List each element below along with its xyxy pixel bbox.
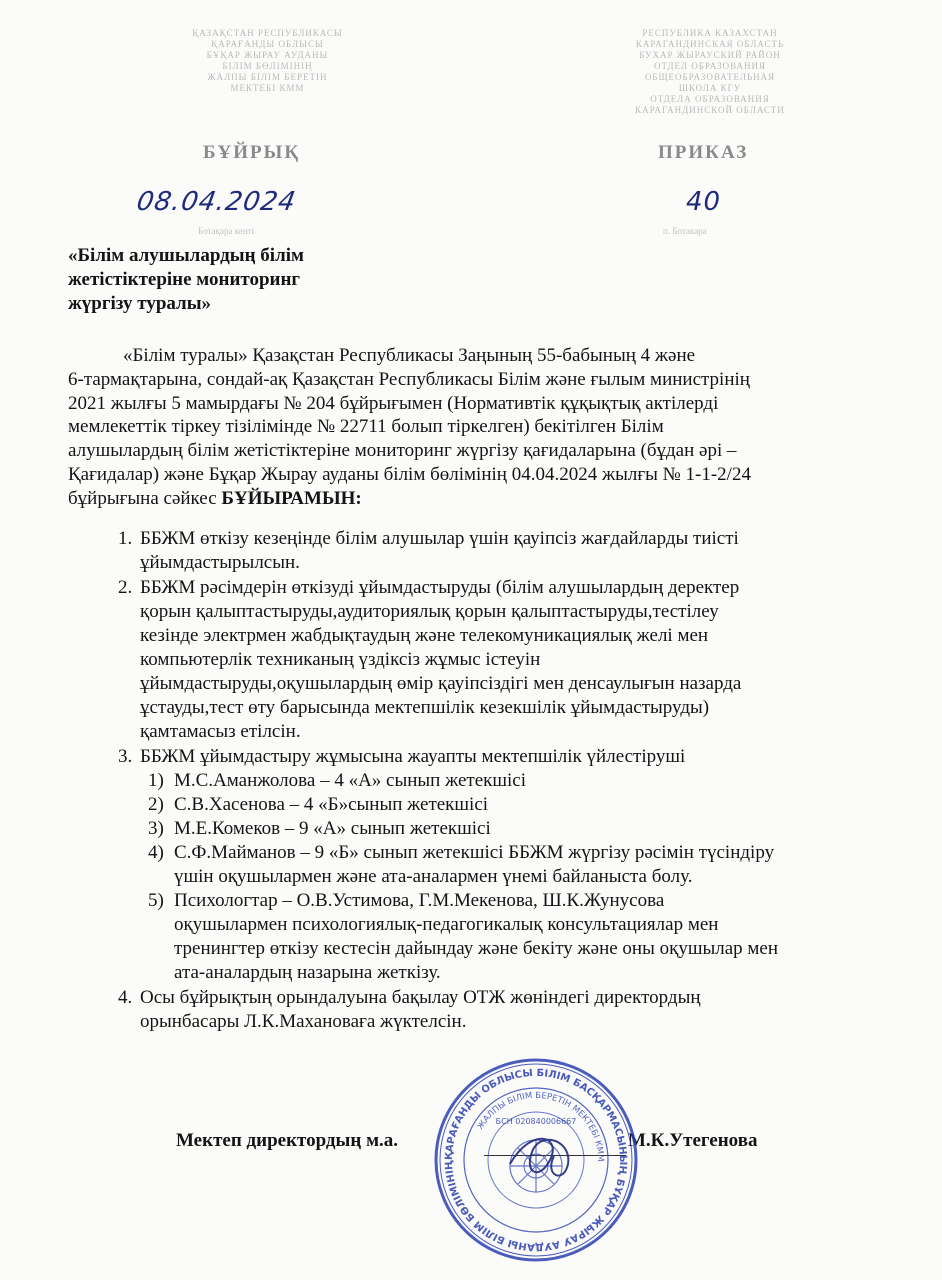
item-line: ББЖМ ұйымдастыру жұмысына жауапты мектепшілік үйлестіруші	[140, 746, 686, 767]
preamble-line-last	[68, 487, 908, 511]
preamble-line: 2021 жылғы 5 мамырдағы № 204 бұйрығымен (Нормативтік құқықтық актілерді	[68, 392, 719, 414]
order-subject	[68, 244, 378, 316]
coordinator-item	[68, 817, 908, 841]
subitem-line: ата-аналардың назарына жеткізу.	[174, 962, 441, 983]
item-line: орынбасары Л.К.Махановаға жүктелсін.	[140, 1011, 467, 1032]
subject-line: жүргізу туралы»	[68, 293, 212, 314]
subitem-number: 4)	[148, 842, 164, 863]
subitem-number: 2)	[148, 794, 164, 815]
stamp-outer-text: ҚАРАҒАНДЫ ОБЛЫСЫ БІЛІМ БАСҚАРМАСЫНЫҢ БҰҚАР ЖЫРАУ АУДАНЫ БІЛІМ БӨЛІМІНІҢ	[443, 1067, 629, 1253]
handwritten-order-number: 40	[686, 187, 722, 217]
item-line: ББЖМ рәсімдерін өткізуді ұйымдастыруды (білім алушылардың деректер	[140, 577, 740, 598]
letterhead-line: ОБЩЕОБРАЗОВАТЕЛЬНАЯ	[644, 72, 776, 82]
preamble-line: 6-тармақтарына, сондай-ақ Қазақстан Республикасы Білім және ғылым министрінің	[68, 368, 750, 390]
item-line: ББЖМ өткізу кезеңінде білім алушылар үшін қауіпсіз жағдайларды тиісті	[140, 528, 739, 549]
letterhead-line: МЕКТЕБІ КММ	[230, 83, 305, 93]
letterhead-line: КАРАГАНДИНСКАЯ ОБЛАСТЬ	[635, 39, 785, 49]
item-line: қорын қалыптастыруды,аудиториялық қорын қалыптастыруды,тестілеу	[140, 601, 719, 622]
letterhead-line: ЖАЛПЫ БІЛІМ БЕРЕТІН	[207, 72, 328, 82]
order-item-3	[68, 745, 908, 985]
item-line: Осы бұйрықтың орындалуына бақылау ОТЖ жөніндегі директордың	[140, 987, 701, 1008]
preamble-paragraph	[68, 344, 908, 511]
letterhead-line: ОТДЕЛ ОБРАЗОВАНИЯ	[653, 61, 767, 71]
item-line: кезінде электрмен жабдықтаудың және телекомуникациялық желі мен	[140, 625, 709, 646]
item-line: қамтамасыз етілсін.	[140, 721, 301, 742]
official-seal-stamp	[432, 1056, 640, 1264]
order-items	[68, 527, 908, 1035]
subitem-line: М.Е.Комеков – 9 «А» сынып жетекшісі	[174, 818, 491, 839]
svg-text:ЖАЛПЫ БІЛІМ БЕРЕТІН МЕКТЕБІ КМ	[476, 1091, 605, 1162]
place-label-kazakh: Ботақара кенті	[198, 226, 255, 236]
coordinator-item	[68, 841, 908, 889]
letterhead-kazakh	[180, 28, 355, 94]
letterhead-line: ҚАРАҒАНДЫ ОБЛЫСЫ	[211, 39, 324, 49]
subitem-line: Психологтар – О.В.Устимова, Г.М.Мекенова, Ш.К.Жунусова	[174, 890, 665, 911]
subitem-line: үшін оқушылармен және ата-аналармен үнемі байланыста болу.	[174, 866, 693, 887]
subitem-number: 5)	[148, 890, 164, 911]
item-number: 4.	[118, 987, 133, 1008]
preamble-line: мемлекеттік тіркеу тізілімінде № 22711 болып тіркелген) бекітілген Білім	[68, 416, 664, 438]
stamp-bin: БСН 020840006667	[495, 1117, 577, 1126]
coordinator-list	[140, 769, 908, 985]
doc-title-russian: ПРИКАЗ	[658, 142, 749, 163]
preamble-line: Қағидалар) және Бұқар Жырау ауданы білім бөлімінің 04.04.2024 жылғы № 1-1-2/24	[68, 463, 751, 485]
subitem-line: С.В.Хасенова – 4 «Б»сынып жетекшісі	[174, 794, 489, 815]
coordinator-item	[68, 793, 908, 817]
letterhead-line: КАРАГАНДИНСКОЙ ОБЛАСТИ	[635, 105, 785, 115]
stamp-inner-text: ЖАЛПЫ БІЛІМ БЕРЕТІН МЕКТЕБІ КММ	[475, 1090, 606, 1162]
letterhead-line: БУХАР ЖЫРАУСКИЙ РАЙОН	[639, 50, 781, 60]
preamble-last-text: бұйрығына сәйкес	[68, 487, 222, 509]
preamble-line: «Білім туралы» Қазақстан Республикасы Заңының 55-бабының 4 және	[123, 345, 696, 366]
letterhead-line: РЕСПУБЛИКА КАЗАХСТАН	[642, 28, 778, 38]
letterhead-line: ОТДЕЛА ОБРАЗОВАНИЯ	[650, 94, 770, 104]
subitem-line: тренингтер өткізу кестесін дайындау және бекіту және оны оқушылар мен	[174, 938, 779, 959]
subitem-line: М.С.Аманжолова – 4 «А» сынып жетекшісі	[174, 770, 526, 791]
order-word: БҰЙЫРАМЫН:	[221, 487, 362, 509]
item-number: 2.	[118, 577, 133, 598]
item-line: ұйымдастырылсын.	[140, 552, 300, 573]
item-line: компьютерлік техниканың үздіксіз жұмыс істеуін	[140, 649, 541, 670]
doc-title-kazakh: БҰЙРЫҚ	[203, 142, 301, 163]
signatory-name: М.К.Утегенова	[628, 1130, 758, 1151]
subitem-number: 3)	[148, 818, 164, 839]
place-label-russian: п. Ботакара	[663, 226, 707, 236]
subject-line: «Білім алушылардың білім	[68, 245, 304, 266]
signatory-title: Мектеп директордың м.а.	[176, 1130, 399, 1151]
signature-scribble	[510, 1139, 568, 1176]
preamble-line: алушылардың білім жетістіктеріне мониторинг жүргізу қағидаларына (бұдан әрі –	[68, 440, 737, 462]
order-item-2	[68, 576, 908, 744]
handwritten-date: 08.04.2024	[134, 187, 299, 217]
subitem-line: С.Ф.Майманов – 9 «Б» сынып жетекшісі ББЖМ жүргізу рәсімін түсіндіру	[174, 842, 775, 863]
order-item-4	[68, 986, 908, 1034]
coordinator-item	[68, 769, 908, 793]
item-number: 3.	[118, 746, 133, 767]
item-line: ұстауды,тест өту барысында мектепшілік кезекшілік ұйымдастыруды)	[140, 697, 710, 718]
order-item-1	[68, 527, 908, 575]
item-line: ұйымдастыруды,оқушылардың өмір қауіпсіздігі мен денсаулығын назарда	[140, 673, 742, 694]
letterhead-line: ШКОЛА КГУ	[678, 83, 742, 93]
subitem-line: оқушылармен психологиялық-педагогикалық консультациялар мен	[174, 914, 719, 935]
subitem-number: 1)	[148, 770, 164, 791]
letterhead-line: БҰҚАР ЖЫРАУ АУДАНЫ	[206, 50, 329, 60]
letterhead-line: ҚАЗАҚСТАН РЕСПУБЛИКАСЫ	[192, 28, 343, 38]
letterhead-russian	[620, 28, 800, 116]
subject-line: жетістіктеріне мониторинг	[68, 269, 301, 290]
emblem-icon	[510, 1140, 562, 1192]
item-number: 1.	[118, 528, 133, 549]
coordinator-item	[68, 889, 908, 985]
letterhead-line: БІЛІМ БӨЛІМІНІҢ	[222, 61, 313, 71]
